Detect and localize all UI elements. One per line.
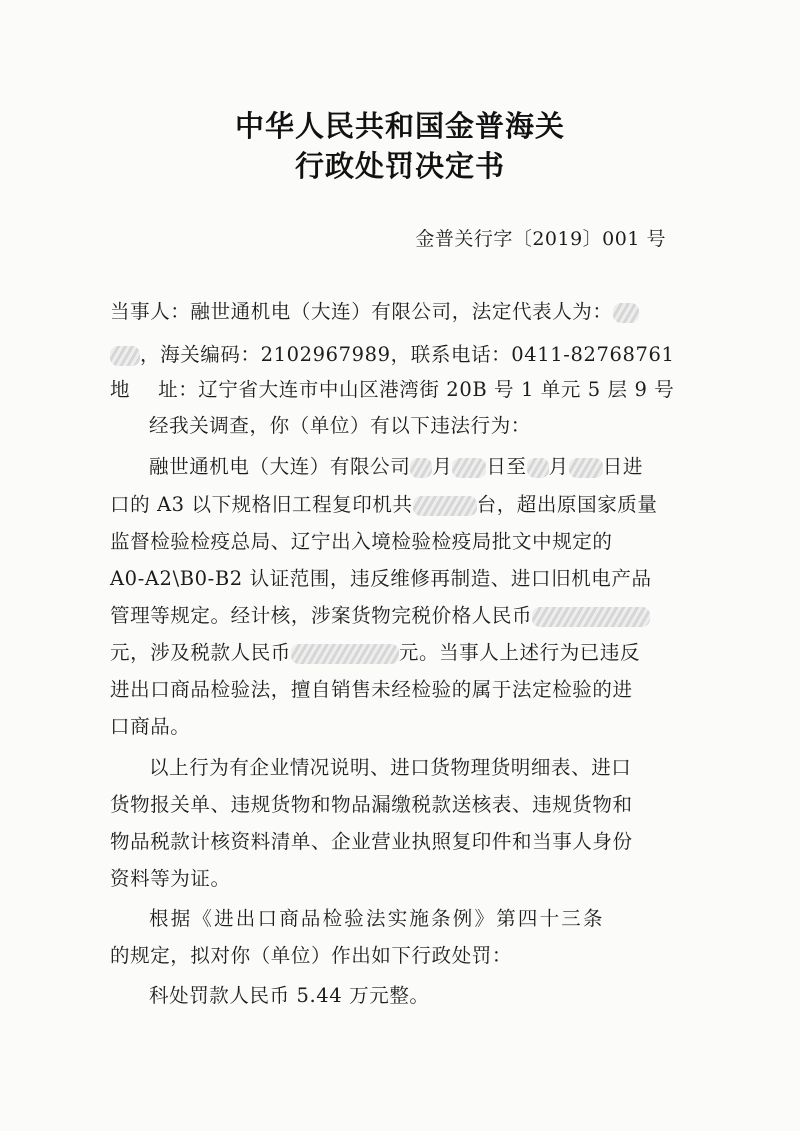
paragraph-2-line-1 — [149, 451, 643, 479]
paragraph-4-line-1: 根据《进出口商品检验法实施条例》第四十三条 — [149, 907, 605, 930]
redacted-field — [291, 644, 399, 664]
paragraph-3-line-3: 物品税款计核资料清单、企业营业执照复印件和当事人身份 — [110, 830, 633, 853]
redacted-field — [410, 458, 432, 478]
address-line — [110, 374, 674, 402]
text-fragment: 元，涉及税款人民币 — [110, 641, 291, 664]
paragraph-2-line-5 — [110, 600, 650, 628]
paragraph-2-line-7: 进出口商品检验法，擅自销售未经检验的属于法定检验的进 — [110, 678, 633, 701]
party-name-text: 当事人：融世通机电（大连）有限公司，法定代表人为： — [110, 300, 613, 323]
party-line-1 — [110, 296, 639, 324]
document-title-line1: 中华人民共和国金普海关 — [234, 109, 565, 143]
address-text: 址：辽宁省大连市中山区港湾街 20B 号 1 单元 5 层 9 号 — [158, 378, 675, 401]
text-fragment: 日至 — [486, 455, 527, 478]
paragraph-4-line-2: 的规定，拟对你（单位）作出如下行政处罚： — [110, 944, 513, 967]
text-fragment: 融世通机电（大连）有限公司 — [149, 455, 411, 478]
paragraph-1: 经我关调查，你（单位）有以下违法行为： — [149, 414, 531, 437]
text-fragment: 元。当事人上述行为已违反 — [398, 641, 641, 664]
redacted-field — [527, 458, 549, 478]
paragraph-5: 科处罚款人民币 5.44 万元整。 — [149, 984, 430, 1007]
document-number: 金普关行字〔2019〕001 号 — [415, 228, 666, 250]
paragraph-2-line-3: 监督检验检疫总局、辽宁出入境检验检疫局批文中规定的 — [110, 530, 613, 553]
document-title-line2: 行政处罚决定书 — [294, 149, 505, 183]
paragraph-3-line-4: 资料等为证。 — [110, 867, 231, 890]
redacted-field — [110, 346, 140, 366]
redacted-field — [532, 607, 650, 627]
text-fragment: 月 — [548, 455, 569, 478]
paragraph-2-line-6 — [110, 637, 640, 665]
paragraph-2-line-8: 口商品。 — [110, 715, 191, 738]
paragraph-2-line-2 — [110, 489, 658, 517]
redacted-field — [413, 496, 477, 516]
redacted-field — [452, 458, 486, 478]
redacted-field — [613, 303, 639, 323]
paragraph-3-line-2: 货物报关单、违规货物和物品漏缴税款送核表、违规货物和 — [110, 793, 633, 816]
text-fragment: 日进 — [602, 455, 643, 478]
text-fragment: 月 — [432, 455, 453, 478]
party-line-2 — [110, 339, 675, 367]
paragraph-3-line-1: 以上行为有企业情况说明、进口货物理货明细表、进口 — [149, 756, 632, 779]
text-fragment: 台，超出原国家质量 — [476, 493, 658, 516]
text-fragment: 管理等规定。经计核，涉案货物完税价格人民币 — [110, 604, 533, 627]
customs-code-text: ，海关编码：2102967989，联系电话：0411-82768761 — [140, 343, 675, 366]
address-label-1: 地 — [110, 378, 131, 401]
redacted-field — [569, 458, 603, 478]
paragraph-2-line-4: A0-A2\B0-B2 认证范围，违反维修再制造、进口旧机电产品 — [110, 567, 652, 590]
text-fragment: 口的 A3 以下规格旧工程复印机共 — [110, 493, 413, 516]
